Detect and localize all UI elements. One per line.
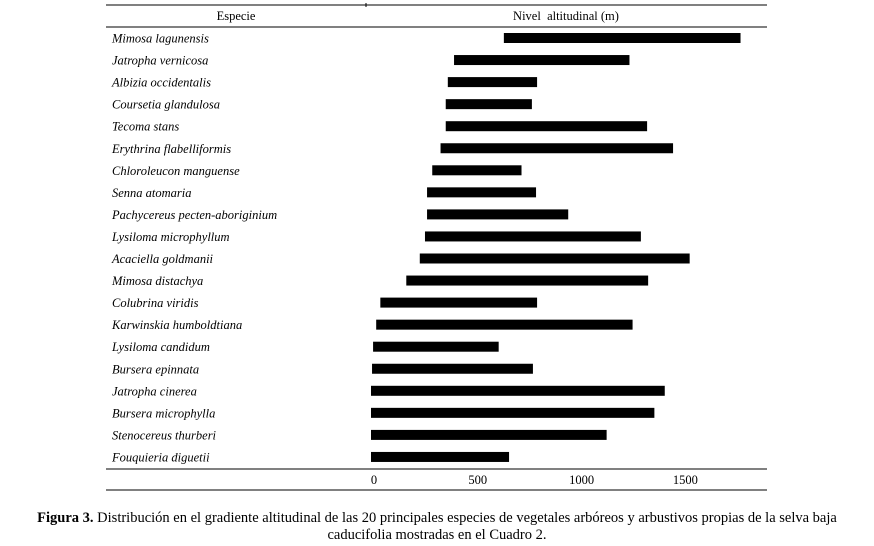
altitude-range-bar [371, 386, 665, 396]
species-label: Acaciella goldmanii [112, 252, 214, 266]
species-label: Colubrina viridis [112, 296, 199, 311]
x-tick-label: 1000 [569, 473, 595, 487]
caption-line-2: caducifolia mostradas en el Cuadro 2. [327, 527, 547, 543]
altitude-range-bar [406, 276, 648, 286]
figure-caption [0, 510, 874, 544]
altitude-range-bar [373, 342, 499, 352]
altitude-range-bar [446, 99, 532, 109]
species-label: Mimosa lagunensis [112, 31, 209, 46]
caption-text-1: Distribución en el gradiente altitudinal de las 20 principales especies de vegetales arbóreos y arbustivos propias de la selva baja [93, 510, 837, 526]
column-header-altitude: Nivel altitudinal (m) [513, 9, 619, 23]
species-label: Bursera epinnata [112, 362, 200, 377]
altitude-range-bar [454, 55, 629, 65]
altitude-range-bar [372, 364, 533, 374]
species-label: Bursera microphylla [112, 406, 216, 421]
caption-line-1 [0, 510, 874, 527]
altitude-range-bar [425, 231, 641, 241]
altitude-range-bar [441, 143, 674, 153]
altitude-range-bar [371, 452, 509, 462]
caption-label: Figura 3. [37, 510, 94, 526]
x-tick-label: 0 [370, 473, 378, 487]
x-axis-ticks [371, 473, 698, 487]
altitude-range-bar [380, 298, 537, 308]
species-label: Jatropha vernicosa [112, 53, 209, 68]
x-tick-label: 1500 [672, 473, 698, 487]
species-label: Chloroleucon manguense [112, 163, 240, 178]
species-label: Coursetia glandulosa [112, 97, 220, 112]
species-label: Erythrina flabelliformis [112, 141, 232, 156]
species-label: Stenocereus thurberi [112, 428, 217, 443]
altitude-range-bar [448, 77, 537, 87]
altitude-range-bar [420, 254, 690, 264]
species-label: Pachycereus pecten-aboriginium [112, 207, 278, 222]
altitude-range-bar [376, 320, 632, 330]
column-header-species: Especie [216, 9, 256, 23]
x-tick-label: 500 [468, 473, 488, 487]
species-rows [111, 32, 741, 465]
species-label: Tecoma stans [112, 119, 180, 134]
altitude-range-bar [427, 187, 536, 197]
species-label: Mimosa distachya [112, 274, 204, 289]
species-label: Albizia occidentalis [112, 75, 211, 90]
species-label: Lysiloma candidum [112, 340, 210, 355]
altitude-range-bar [371, 408, 654, 418]
altitude-range-bar [427, 209, 568, 219]
species-label: Jatropha cinerea [112, 384, 197, 399]
altitude-range-bar [446, 121, 647, 131]
species-label: Senna atomaria [112, 185, 192, 200]
species-label: Fouquieria diguetii [112, 450, 210, 465]
altitude-range-bar [504, 33, 741, 43]
altitude-range-bar [371, 430, 607, 440]
species-label: Karwinskia humboldtiana [112, 318, 243, 333]
altitude-range-bar [432, 165, 521, 175]
species-label: Lysiloma microphyllum [112, 229, 230, 244]
